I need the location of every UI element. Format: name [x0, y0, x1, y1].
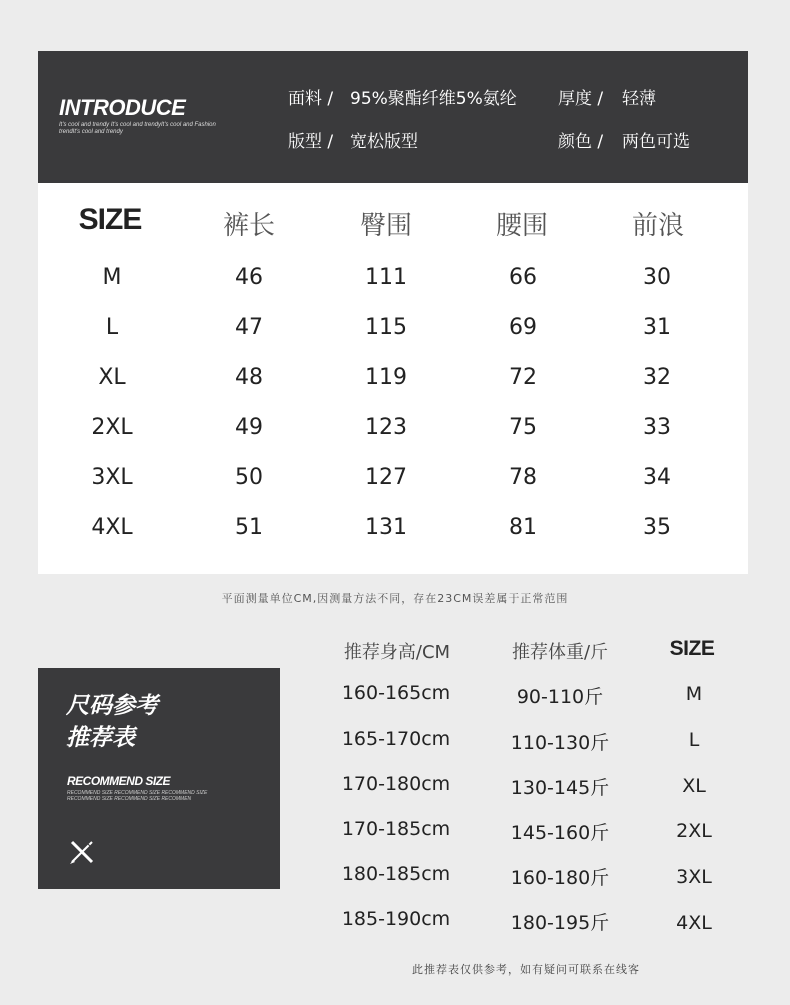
recommend-title-line2: 推荐表: [66, 725, 135, 751]
footer-note: 此推荐表仅供参考，如有疑问可联系在线客: [412, 963, 640, 976]
table-cell: 111: [365, 265, 407, 290]
recommend-cell: 170-185cm: [341, 818, 451, 840]
recommend-en-title: RECOMMEND SIZE: [67, 774, 171, 788]
spec-color-value: 两色可选: [622, 132, 690, 152]
recommend-box: [38, 668, 280, 889]
recommend-cell: 110-130斤: [510, 732, 610, 754]
spec-fit-value: 宽松版型: [350, 132, 418, 152]
recommend-cell: 145-160斤: [510, 822, 610, 844]
recommend-cell: 180-185cm: [341, 863, 451, 885]
recommend-cell: 160-165cm: [341, 682, 451, 704]
intro-title: INTRODUCE: [59, 95, 186, 120]
table-cell: 32: [643, 365, 671, 390]
size-table-header: 臀围: [359, 211, 412, 241]
table-cell: 51: [235, 515, 263, 540]
recommend-cell: 4XL: [676, 912, 712, 934]
recommend-cell: 2XL: [676, 820, 712, 842]
recommend-title: [66, 690, 158, 754]
recommend-cell: 130-145斤: [510, 777, 610, 799]
measurement-note: 平面测量单位CM,因测量方法不同，存在23CM误差属于正常范围: [221, 592, 569, 605]
size-table: [38, 183, 748, 574]
recommend-cell: 180-195斤: [510, 912, 610, 934]
spec-thickness-label: 厚度 /: [558, 89, 604, 109]
table-cell: M: [102, 265, 122, 290]
table-cell: 4XL: [91, 515, 133, 540]
table-cell: 72: [509, 365, 537, 390]
table-cell: XL: [98, 365, 126, 390]
table-cell: 115: [365, 315, 407, 340]
table-cell: 75: [509, 415, 537, 440]
table-cell: 34: [643, 465, 671, 490]
spec-fit-label: 版型 /: [288, 132, 334, 152]
table-cell: 46: [235, 265, 263, 290]
table-cell: 47: [235, 315, 263, 340]
table-cell: L: [105, 315, 119, 340]
intro-subtitle: It's cool and trendy It's cool and trendyIt's cool and Fashion trendIt's cool and trendy: [59, 122, 216, 135]
recommend-title-line1: 尺码参考: [66, 693, 158, 719]
table-cell: 35: [643, 515, 671, 540]
recommend-cell: L: [688, 729, 700, 751]
table-cell: 66: [509, 265, 537, 290]
table-cell: 3XL: [91, 465, 133, 490]
recommend-cell: 170-180cm: [341, 773, 451, 795]
table-cell: 131: [365, 515, 407, 540]
recommend-header-size: SIZE: [669, 637, 715, 660]
table-cell: 81: [509, 515, 537, 540]
size-table-header: 裤长: [222, 211, 275, 241]
spec-fabric-value: 95%聚酯纤维5%氨纶: [350, 89, 517, 109]
recommend-cell: 3XL: [676, 866, 712, 888]
recommend-cell: M: [685, 683, 703, 705]
recommend-header-weight: 推荐体重/斤: [511, 642, 609, 663]
table-cell: 78: [509, 465, 537, 490]
table-cell: 2XL: [91, 415, 133, 440]
recommend-cell: 90-110斤: [516, 686, 604, 708]
recommend-cell: 160-180斤: [510, 867, 610, 889]
recommend-cell: 165-170cm: [341, 728, 451, 750]
size-table-header: SIZE: [78, 203, 142, 236]
recommend-cell: 185-190cm: [341, 908, 451, 930]
spec-fabric-label: 面料 /: [288, 89, 334, 109]
table-cell: 48: [235, 365, 263, 390]
pencil-ruler-icon: [68, 838, 96, 870]
table-cell: 123: [365, 415, 407, 440]
table-cell: 69: [509, 315, 537, 340]
table-cell: 119: [365, 365, 407, 390]
intro-header: [38, 51, 748, 183]
size-table-header: 前浪: [631, 211, 684, 241]
table-cell: 33: [643, 415, 671, 440]
spec-thickness-value: 轻薄: [622, 89, 656, 109]
table-cell: 127: [365, 465, 407, 490]
size-table-header: 腰围: [495, 211, 548, 241]
recommend-cell: XL: [682, 775, 706, 797]
table-cell: 49: [235, 415, 263, 440]
recommend-header-height: 推荐身高/CM: [343, 642, 451, 663]
table-cell: 30: [643, 265, 671, 290]
spec-color-label: 颜色 /: [558, 132, 604, 152]
recommend-en-subtitle: RECOMMEND SIZE RECOMMEND SIZE RECOMMEND SIZE RECOMMEND SIZE RECOMMEND SIZE RECOMMEN: [67, 790, 208, 802]
table-cell: 31: [643, 315, 671, 340]
table-cell: 50: [235, 465, 263, 490]
